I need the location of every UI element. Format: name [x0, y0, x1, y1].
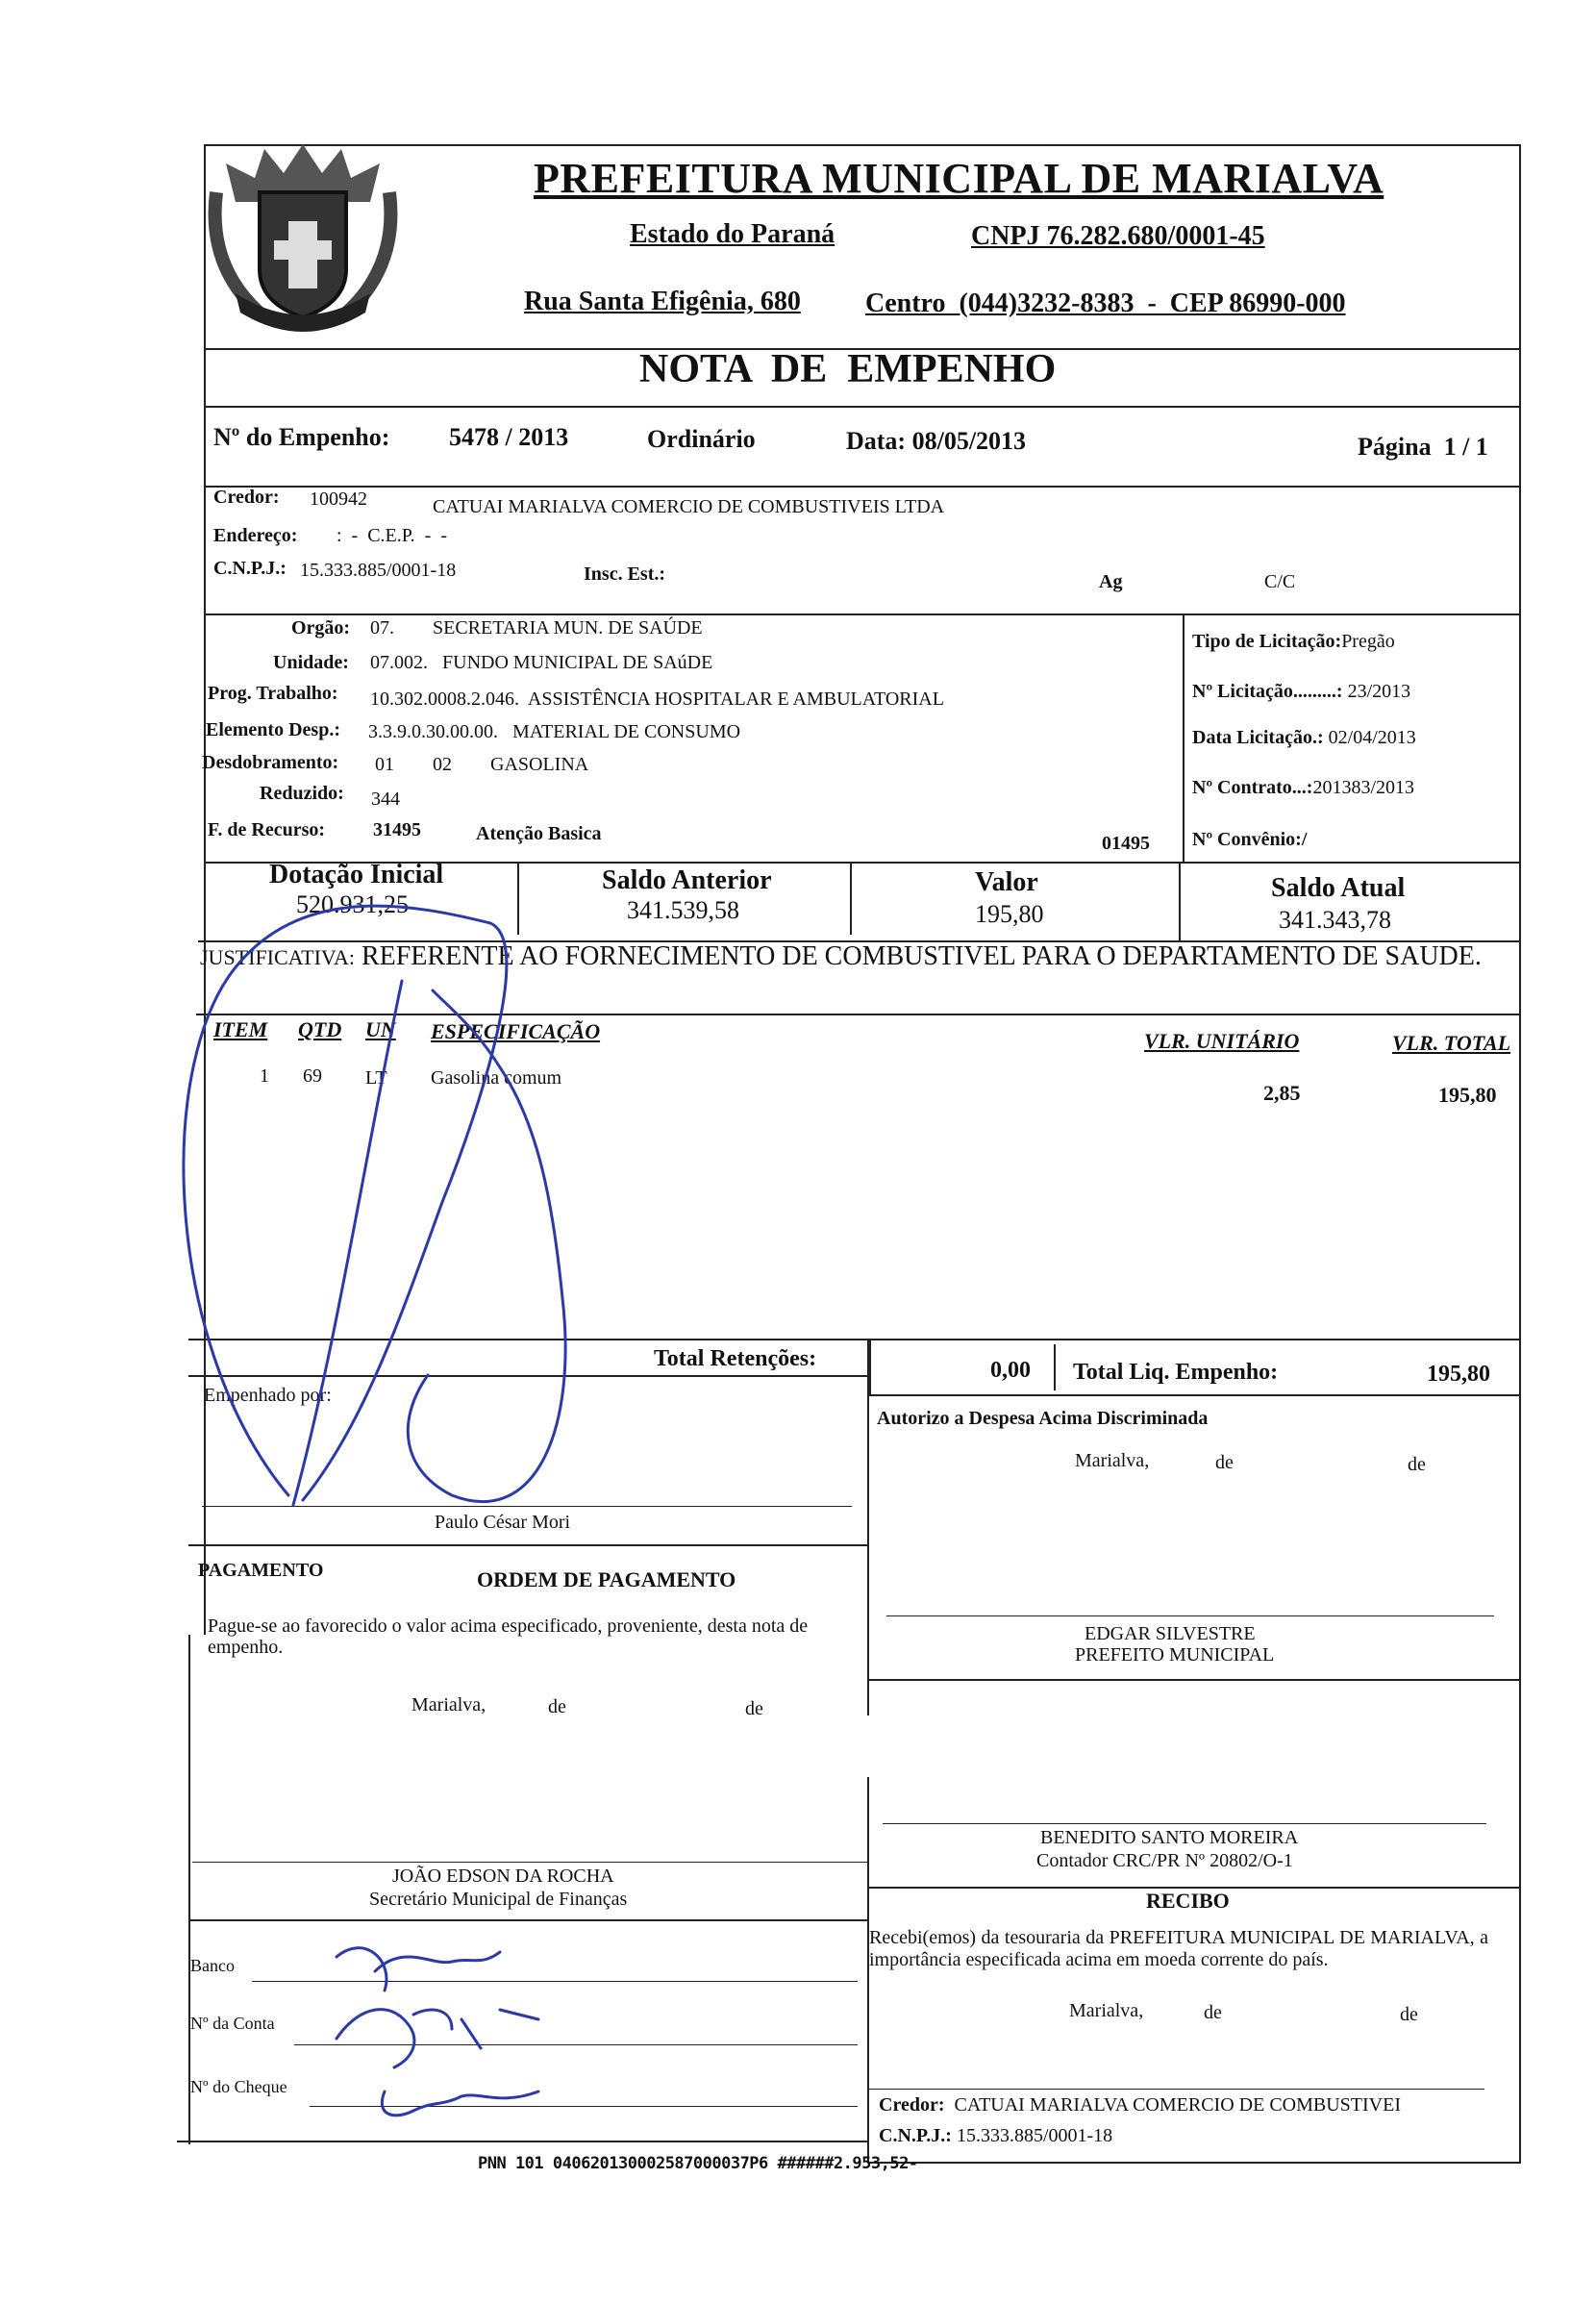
org-cnpj: CNPJ 76.282.680/0001-45 — [971, 221, 1265, 251]
justificativa-label: JUSTIFICATIVA: — [200, 945, 355, 969]
recibo-city: Marialva, — [1069, 2000, 1144, 2021]
col-qtd: QTD — [298, 1017, 342, 1041]
unidade-label: Unidade: — [273, 652, 349, 673]
elemento-value: 3.3.9.0.30.00.00. MATERIAL DE CONSUMO — [368, 721, 741, 742]
recurso-code: 31495 — [373, 819, 421, 840]
row-item: 1 — [260, 1065, 269, 1087]
recibo-de: de — [1204, 2002, 1222, 2023]
tipo-licitacao-value: Pregão — [1341, 631, 1395, 652]
insc-est-label: Insc. Est.: — [584, 563, 666, 585]
dotacao-value: 520.931,25 — [296, 890, 409, 918]
recibo-cnpj-label: C.N.P.J.: — [879, 2125, 952, 2146]
justificativa-text: REFERENTE AO FORNECIMENTO DE COMBUSTIVEL PARA O DEPARTAMENTO DE SAUDE. — [361, 941, 1482, 971]
retencoes-label: Total Retenções: — [654, 1346, 817, 1371]
orgao-label: Orgão: — [291, 617, 351, 639]
banco-label: Banco — [190, 1956, 235, 1975]
cc-label: C/C — [1264, 571, 1296, 592]
saldo-atual-label: Saldo Atual — [1271, 873, 1406, 903]
autorizo-de: de — [1408, 1454, 1426, 1475]
pagamento-text: Pague-se ao favorecido o valor acima especificado, proveniente, desta nota de empenho. — [208, 1615, 809, 1658]
autorizo-label: Autorizo a Despesa Acima Discriminada — [877, 1408, 1209, 1429]
prog-value: 10.302.0008.2.046. ASSISTÊNCIA HOSPITALAR E AMBULATORIAL — [370, 689, 944, 710]
autorizo-de: de — [1215, 1452, 1234, 1473]
numero-licitacao-label: Nº Licitação.........: — [1192, 681, 1343, 702]
desdobramento-value: 01 02 GASOLINA — [375, 754, 589, 775]
saldo-anterior-value: 341.539,58 — [627, 896, 739, 924]
reduzido-label: Reduzido: — [260, 783, 344, 804]
address-value: : - C.E.P. - - — [337, 525, 447, 546]
conta-label: Nº da Conta — [190, 2014, 275, 2033]
elemento-label: Elemento Desp.: — [206, 719, 340, 740]
data-licitacao-value: 02/04/2013 — [1328, 727, 1416, 748]
empenho-number: 5478 / 2013 — [449, 423, 569, 451]
ag-label: Ag — [1099, 571, 1123, 592]
pagamento-label: PAGAMENTO — [198, 1560, 324, 1581]
empenhado-por-label: Empenhado por: — [204, 1385, 332, 1406]
row-vlr-total: 195,80 — [1438, 1083, 1497, 1107]
total-liq-label: Total Liq. Empenho: — [1073, 1360, 1279, 1385]
numero-contrato-label: Nº Contrato...: — [1192, 777, 1313, 798]
credor-name: CATUAI MARIALVA COMERCIO DE COMBUSTIVEIS LTDA — [433, 496, 945, 517]
recibo-credor-value: CATUAI MARIALVA COMERCIO DE COMBUSTIVEI — [954, 2094, 1401, 2116]
tipo-licitacao-label: Tipo de Licitação: — [1192, 631, 1342, 652]
data-licitacao-label: Data Licitação.: — [1192, 727, 1324, 748]
empenho-number-label: Nº do Empenho: — [213, 423, 390, 451]
recibo-credor-label: Credor: — [879, 2094, 945, 2116]
contador-name: BENEDITO SANTO MOREIRA — [1040, 1827, 1299, 1848]
col-especificacao: ESPECIFICAÇÃO — [431, 1019, 601, 1043]
recibo-cnpj-value: 15.333.885/0001-18 — [956, 2125, 1113, 2146]
contador-title: Contador CRC/PR Nº 20802/O-1 — [1036, 1850, 1293, 1871]
cnpj-value: 15.333.885/0001-18 — [300, 560, 457, 581]
document-title: NOTA DE EMPENHO — [639, 347, 1057, 391]
retencoes-value: 0,00 — [990, 1358, 1031, 1383]
col-vlr-total: VLR. TOTAL — [1392, 1031, 1511, 1055]
unidade-value: 07.002. FUNDO MUNICIPAL DE SAúDE — [370, 652, 713, 673]
reduzido-value: 344 — [371, 789, 400, 810]
prefeito-name: EDGAR SILVESTRE — [1085, 1623, 1256, 1644]
street-address: Rua Santa Efigênia, 680 — [524, 287, 801, 316]
address-label: Endereço: — [213, 525, 298, 546]
pagamento-city: Marialva, — [411, 1694, 486, 1715]
row-qtd: 69 — [303, 1065, 322, 1087]
secretario-name: JOÃO EDSON DA ROCHA — [392, 1866, 614, 1887]
recurso-right-code: 01495 — [1102, 833, 1150, 854]
numero-contrato-value: 201383/2013 — [1312, 777, 1415, 798]
saldo-atual-value: 341.343,78 — [1279, 906, 1391, 934]
recibo-title: RECIBO — [1146, 1889, 1230, 1913]
empenhado-por-name: Paulo César Mori — [435, 1512, 571, 1533]
saldo-anterior-label: Saldo Anterior — [602, 865, 772, 895]
empenho-type: Ordinário — [647, 425, 756, 453]
secretario-title: Secretário Municipal de Finanças — [369, 1889, 628, 1910]
pagamento-de: de — [745, 1698, 763, 1719]
cheque-label: Nº do Cheque — [190, 2077, 287, 2096]
valor-value: 195,80 — [975, 900, 1044, 928]
page-number: Página 1 / 1 — [1358, 433, 1488, 461]
col-item: ITEM — [213, 1017, 268, 1041]
recibo-text: Recebi(emos) da tesouraria da PREFEITURA MUNICIPAL DE MARIALVA, a importância especificada acima em moeda corrente do país. — [869, 1927, 1488, 1970]
autorizo-city: Marialva, — [1075, 1450, 1150, 1471]
org-name: PREFEITURA MUNICIPAL DE MARIALVA — [534, 155, 1384, 202]
row-vlr-unitario: 2,85 — [1263, 1081, 1301, 1105]
state-name: Estado do Paraná — [630, 219, 835, 249]
recurso-desc: Atenção Basica — [476, 823, 602, 844]
credor-code: 100942 — [310, 488, 367, 510]
numero-convenio: Nº Convênio:/ — [1192, 829, 1308, 850]
empenho-date: Data: 08/05/2013 — [846, 427, 1027, 455]
numero-licitacao-value: 23/2013 — [1347, 681, 1411, 702]
recibo-de: de — [1400, 2004, 1418, 2025]
prog-label: Prog. Trabalho: — [208, 683, 338, 704]
row-un: LT — [365, 1067, 387, 1089]
dotacao-label: Dotação Inicial — [269, 860, 444, 889]
micr-code-line: PNN 101 040620130002587000037P6 ######2.953,52- — [478, 2154, 918, 2173]
recurso-label: F. de Recurso: — [208, 819, 326, 840]
ordem-pagamento-label: ORDEM DE PAGAMENTO — [477, 1567, 736, 1591]
prefeito-title: PREFEITO MUNICIPAL — [1075, 1644, 1275, 1665]
credor-label: Credor: — [213, 487, 280, 508]
col-un: UN — [365, 1017, 396, 1041]
desdobramento-label: Desdobramento: — [202, 752, 339, 773]
district-phone-cep: Centro (044)3232-8383 - CEP 86990-000 — [865, 288, 1346, 318]
valor-label: Valor — [975, 867, 1038, 897]
row-especificacao: Gasolina comum — [431, 1067, 562, 1089]
total-liq-value: 195,80 — [1427, 1362, 1490, 1387]
col-vlr-unitario: VLR. UNITÁRIO — [1144, 1029, 1300, 1053]
pagamento-de: de — [548, 1696, 566, 1717]
orgao-value: 07. SECRETARIA MUN. DE SAÚDE — [370, 617, 703, 639]
cnpj-label: C.N.P.J.: — [213, 558, 287, 579]
